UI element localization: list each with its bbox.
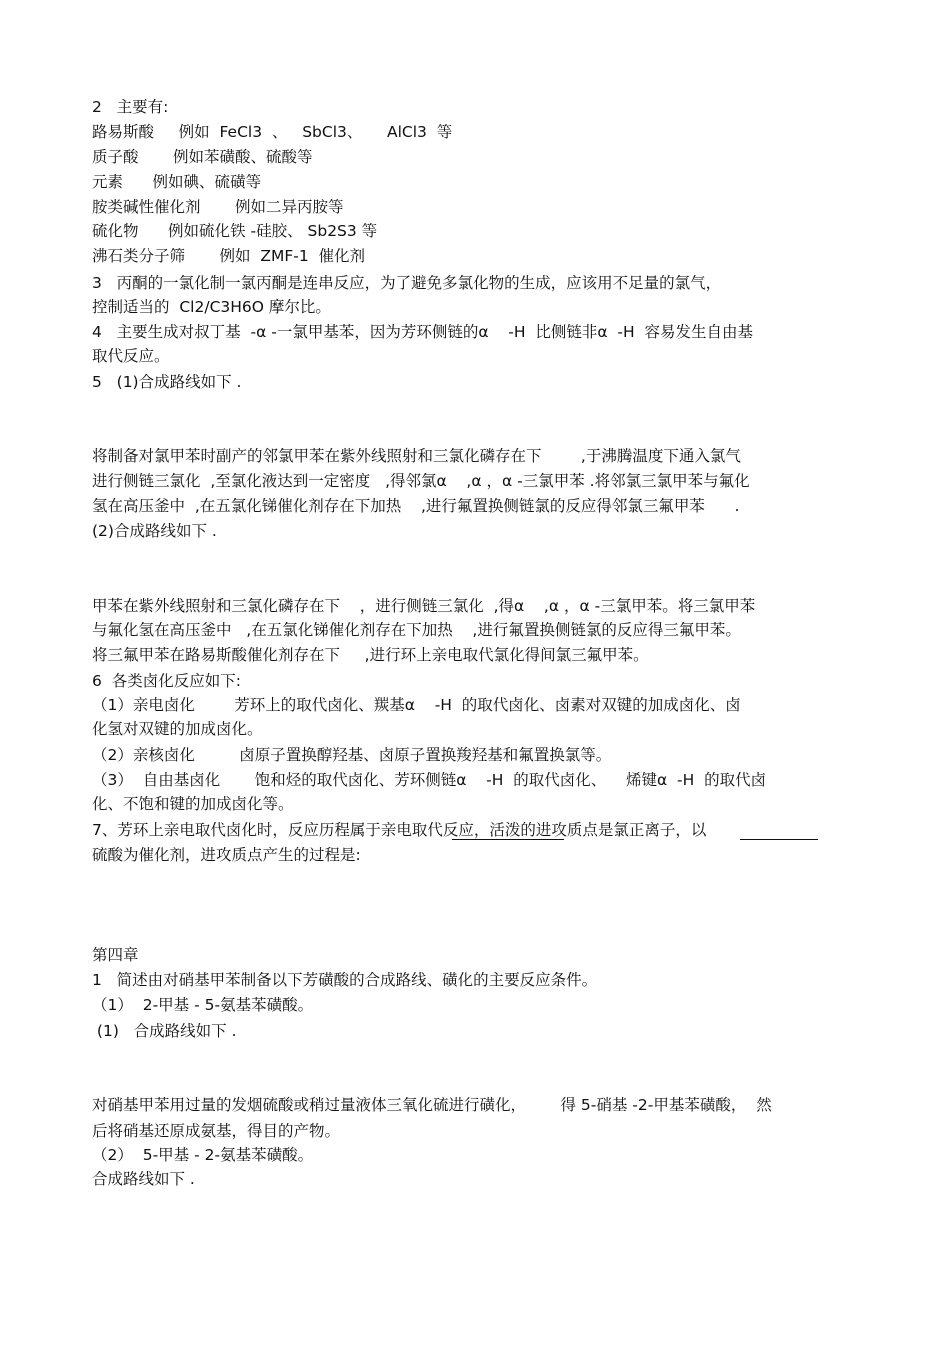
line-sulfonation-desc-a: 对硝基甲苯用过量的发烟硫酸或稍过量液体三氧化硫进行磺化， 得 5-硝基 -2-甲基苯磺酸， 然 — [92, 1096, 772, 1114]
line-subquestion-2: （2） 5-甲基 - 2-氨基苯磺酸。 — [92, 1146, 314, 1164]
line-amine-catalyst: 胺类碱性催化剂 例如二异丙胺等 — [92, 198, 344, 216]
underline-mark — [452, 839, 564, 840]
line-lewis-acid: 路易斯酸 例如 FeCl3 、 SbCl3、 AlCl3 等 — [92, 123, 453, 141]
line-route-1-desc-a: 将制备对氯甲苯时副产的邻氯甲苯在紫外线照射和三氯化磷存在下 ,于沸腾温度下通入氯气 — [92, 447, 741, 465]
line-electrophilic-halogenation: （1）亲电卤化 芳环上的取代卤化、羰基α -H 的取代卤化、卤素对双键的加成卤化、卤 — [92, 696, 741, 714]
line-answer-6: 6 各类卤化反应如下: — [92, 672, 241, 690]
line-route-label-2: 合成路线如下 . — [92, 1170, 195, 1188]
line-answer-4-cont: 取代反应。 — [92, 347, 170, 365]
line-subquestion-1: （1） 2-甲基 - 5-氨基苯磺酸。 — [92, 996, 314, 1014]
line-sulfonation-desc-b: 后将硝基还原成氨基，得目的产物。 — [92, 1122, 341, 1140]
line-answer-7-cont: 硫酸为催化剂，进攻质点产生的过程是: — [92, 846, 361, 864]
line-answer-7: 7、芳环上亲电取代卤化时，反应历程属于亲电取代反应，活泼的进攻质点是氯正离子，以 — [92, 821, 707, 839]
line-answer-3: 3 丙酮的一氯化制一氯丙酮是连串反应，为了避免多氯化物的生成，应该用不足量的氯气， — [92, 274, 722, 292]
line-electrophilic-halogenation-cont: 化氢对双键的加成卤化。 — [92, 720, 263, 738]
line-radical-halogenation-cont: 化、不饱和键的加成卤化等。 — [92, 795, 294, 813]
line-route-1-desc-c: 氢在高压釜中 ,在五氯化锑催化剂存在下加热 ,进行氟置换侧链氯的反应得邻氯三氟甲苯 . — [92, 497, 740, 515]
line-answer-5-route-1: 5 (1)合成路线如下 . — [92, 373, 242, 391]
underline-mark — [740, 839, 818, 840]
line-sulfide: 硫化物 例如硫化铁 -硅胶、 Sb2S3 等 — [92, 222, 378, 240]
line-answer-2-heading: 2 主要有: — [92, 98, 169, 116]
line-answer-3-cont: 控制适当的 Cl2/C3H6O 摩尔比。 — [92, 298, 331, 316]
chapter-heading: 第四章 — [92, 946, 139, 964]
line-protic-acid: 质子酸 例如苯磺酸、硫酸等 — [92, 148, 313, 166]
line-elements: 元素 例如碘、硫磺等 — [92, 173, 262, 191]
line-answer-5-route-2: (2)合成路线如下 . — [92, 522, 217, 540]
line-route-label-1: (1) 合成路线如下 . — [92, 1022, 237, 1040]
line-route-1-desc-b: 进行侧链三氯化 ,至氯化液达到一定密度 ,得邻氯α ,α ，α -三氯甲苯 .将邻氯三氯甲苯与氟化 — [92, 472, 750, 490]
line-question-1: 1 简述由对硝基甲苯制备以下芳磺酸的合成路线、磺化的主要反应条件。 — [92, 971, 598, 989]
line-route-2-desc-c: 将三氟甲苯在路易斯酸催化剂存在下 ,进行环上亲电取代氯化得间氯三氟甲苯。 — [92, 646, 649, 664]
line-answer-4: 4 主要生成对叔丁基 -α -一氯甲基苯，因为芳环侧链的α -H 比侧链非α -H 容易发生自由基 — [92, 323, 754, 341]
line-route-2-desc-a: 甲苯在紫外线照射和三氯化磷存在下 ，进行侧链三氯化 ,得α ,α ，α -三氯甲苯。将三氯甲苯 — [92, 597, 756, 615]
line-route-2-desc-b: 与氟化氢在高压釜中 ,在五氯化锑催化剂存在下加热 ,进行氟置换侧链氯的反应得三氟甲苯。 — [92, 621, 741, 639]
line-radical-halogenation: （3） 自由基卤化 饱和烃的取代卤化、芳环侧链α -H 的取代卤化、 烯键α -H 的取代卤 — [92, 771, 767, 789]
line-nucleophilic-halogenation: （2）亲核卤化 卤原子置换醇羟基、卤原子置换羧羟基和氟置换氯等。 — [92, 746, 612, 764]
line-zeolite: 沸石类分子筛 例如 ZMF-1 催化剂 — [92, 247, 366, 265]
